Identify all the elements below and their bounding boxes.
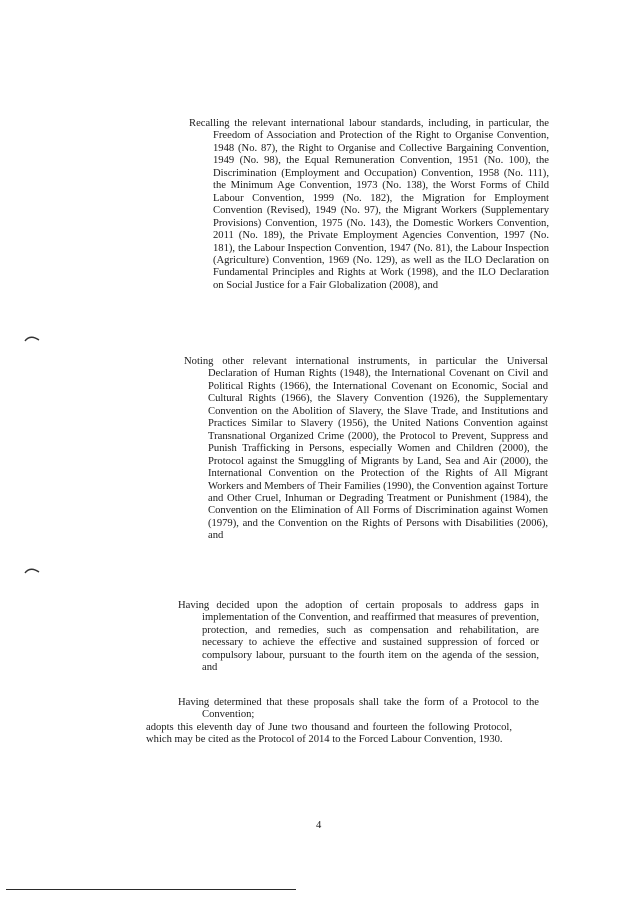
having-determined-paragraph: Having determined that these proposals shall take the form of a Protocol to the Convention; — [178, 697, 539, 721]
page-number: 4 — [316, 820, 322, 831]
recalling-paragraph: Recalling the relevant international labour standards, including, in particular, the Freedom of Association and Protection of the Right to Organise Convention, 1948 (No. 87), the Right to Organise and Collective Bargaining Convention, 1949 (No. 98), the Equal Remuneration Convention, 1951 (No. 100), the Discrimination (Employment and Occupation) Convention, 1958 (No. 111), the Minimum Age Convention, 1973 (No. 138), the Worst Forms of Child Labour Convention, 1999 (No. 182), the Migration for Employment Convention (Revised), 1949 (No. 97), the Migrant Workers (Supplementary Provisions) Convention, 1975 (No. 143), the Domestic Workers Convention, 2011 (No. 189), the Private Employment Agencies Convention, 1997 (No. 181), the Labour Inspection Convention, 1947 (No. 81), the Labour Inspection (Agriculture) Convention, 1969 (No. 129), as well as the ILO Declaration on Fundamental Principles and Rights at Work (1998), and the ILO Declaration on Social Justice for a Fair Globalization (2008), and — [189, 118, 549, 291]
adopts-paragraph: adopts this eleventh day of June two thousand and fourteen the following Protocol, which may be cited as the Protocol of 2014 to the Forced Labour Convention, 1930. — [146, 722, 512, 746]
scan-mark-icon — [24, 333, 40, 343]
footer-rule — [6, 889, 296, 890]
having-decided-paragraph: Having decided upon the adoption of certain proposals to address gaps in implementation of the Convention, and reaffirmed that measures of prevention, protection, and remedies, such as compensation and rehabilitation, are necessary to achieve the effective and sustained suppression of forced or compulsory labour, pursuant to the fourth item on the agenda of the session, and — [178, 600, 539, 674]
scan-mark-icon — [24, 565, 40, 575]
noting-paragraph: Noting other relevant international instruments, in particular the Universal Declaration of Human Rights (1948), the International Covenant on Civil and Political Rights (1966), the International Covenant on Economic, Social and Cultural Rights (1966), the Slavery Convention (1926), the Supplementary Convention on the Abolition of Slavery, the Slave Trade, and Institutions and Practices Similar to Slavery (1956), the United Nations Convention against Transnational Organized Crime (2000), the Protocol to Prevent, Suppress and Punish Trafficking in Persons, especially Women and Children (2000), the Protocol against the Smuggling of Migrants by Land, Sea and Air (2000), the International Convention on the Protection of the Rights of All Migrant Workers and Members of Their Families (1990), the Convention against Torture and Other Cruel, Inhuman or Degrading Treatment or Punishment (1984), the Convention on the Elimination of All Forms of Discrimination against Women (1979), and the Convention on the Rights of Persons with Disabilities (2006), and — [184, 356, 548, 542]
